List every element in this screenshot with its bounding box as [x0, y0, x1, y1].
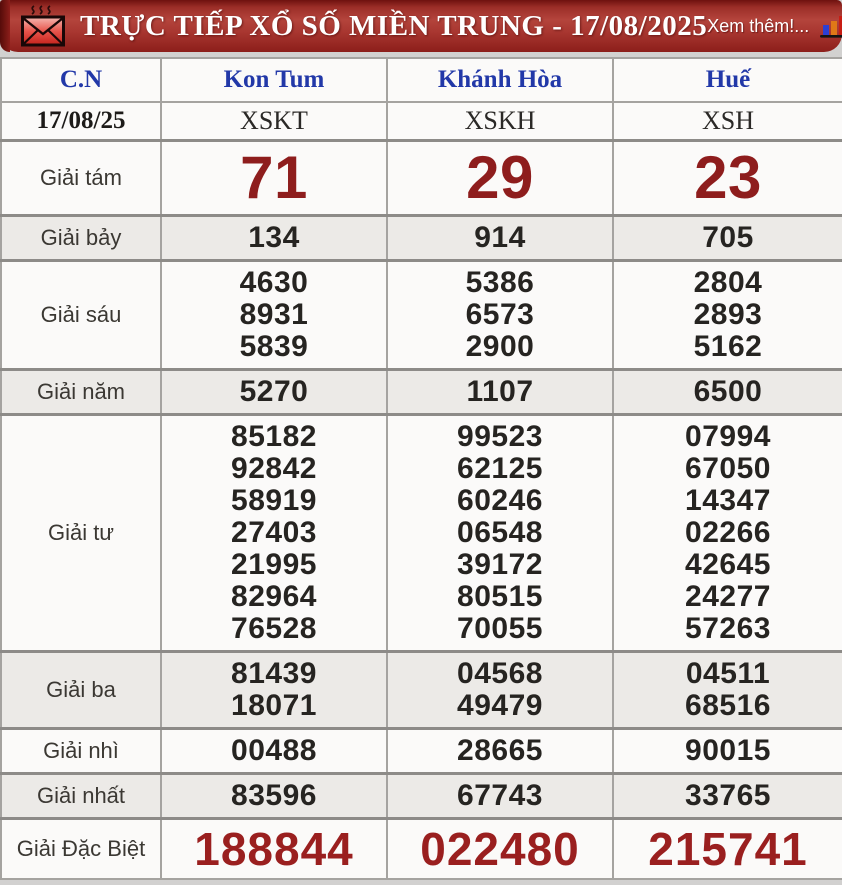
column-header-row	[1, 58, 842, 102]
prize-numbers-cell	[613, 818, 842, 879]
prize-numbers-cell	[387, 651, 613, 728]
bar-chart-icon[interactable]	[819, 13, 842, 39]
prize-number: 82964	[231, 579, 317, 613]
prize-number: 705	[702, 220, 754, 254]
station-code-xskt: XSKT	[161, 102, 387, 140]
prize-number: 33765	[685, 778, 771, 812]
prize-number: 14347	[685, 483, 771, 517]
see-more-link[interactable]: Xem thêm!...	[707, 15, 810, 36]
prize-numbers-cell	[613, 728, 842, 773]
prize-label: Giải nhì	[1, 728, 161, 773]
prize-row	[1, 215, 842, 260]
prize-number: 5270	[239, 374, 309, 408]
prize-number: 914	[474, 220, 526, 254]
prize-label: Giải nhất	[1, 773, 161, 818]
prize-number: 04568	[457, 656, 543, 690]
prize-number: 188844	[194, 822, 354, 875]
prize-label: Giải sáu	[1, 260, 161, 369]
draw-date: 17/08/25	[1, 102, 161, 140]
prize-number: 71	[240, 143, 308, 211]
column-header-khanhhoa[interactable]: Khánh Hòa	[387, 58, 613, 102]
prize-numbers-cell	[387, 140, 613, 215]
prize-numbers-cell	[613, 651, 842, 728]
mail-icon	[20, 4, 66, 48]
prize-numbers-cell	[387, 414, 613, 651]
prize-numbers-cell	[387, 728, 613, 773]
prize-number: 4630	[239, 265, 309, 299]
column-header-kontum[interactable]: Kon Tum	[161, 58, 387, 102]
prize-label: Giải tư	[1, 414, 161, 651]
prize-number: 2804	[693, 265, 763, 299]
prize-number: 81439	[231, 656, 317, 690]
prize-number: 62125	[457, 451, 543, 485]
prize-row	[1, 369, 842, 414]
prize-row	[1, 140, 842, 215]
prize-numbers-cell	[613, 773, 842, 818]
prize-numbers-cell	[387, 369, 613, 414]
prize-number: 90015	[685, 733, 771, 767]
prize-number: 70055	[457, 611, 543, 645]
prize-number: 8931	[239, 297, 309, 331]
prize-number: 23	[694, 143, 762, 211]
station-code-xsh: XSH	[613, 102, 842, 140]
prize-numbers-cell	[161, 140, 387, 215]
prize-numbers-cell	[161, 215, 387, 260]
prize-number: 67743	[457, 778, 543, 812]
prize-label: Giải tám	[1, 140, 161, 215]
prize-numbers-cell	[161, 728, 387, 773]
prize-row	[1, 728, 842, 773]
prize-number: 134	[248, 220, 300, 254]
prize-number: 27403	[231, 515, 317, 549]
prize-number: 42645	[685, 547, 771, 581]
prize-number: 6500	[693, 374, 763, 408]
prize-number: 06548	[457, 515, 543, 549]
prize-numbers-cell	[387, 260, 613, 369]
prize-number: 21995	[231, 547, 317, 581]
prize-number: 02266	[685, 515, 771, 549]
prize-number: 76528	[231, 611, 317, 645]
prize-number: 58919	[231, 483, 317, 517]
prize-number: 49479	[457, 688, 543, 722]
prize-label: Giải bảy	[1, 215, 161, 260]
prize-number: 24277	[685, 579, 771, 613]
prize-number: 92842	[231, 451, 317, 485]
prize-number: 18071	[231, 688, 317, 722]
prize-number: 1107	[466, 374, 534, 408]
prize-row	[1, 260, 842, 369]
prize-number: 29	[466, 143, 534, 211]
results-body	[1, 140, 842, 879]
prize-number: 85182	[231, 419, 317, 453]
prize-numbers-cell	[161, 369, 387, 414]
column-header-cn: C.N	[1, 58, 161, 102]
prize-numbers-cell	[613, 369, 842, 414]
page-title: TRỰC TIẾP XỔ SỐ MIỀN TRUNG - 17/08/2025	[80, 9, 708, 42]
prize-numbers-cell	[613, 414, 842, 651]
prize-label: Giải năm	[1, 369, 161, 414]
prize-numbers-cell	[161, 773, 387, 818]
lottery-results-table	[0, 57, 842, 880]
prize-number: 07994	[685, 419, 771, 453]
prize-number: 022480	[420, 822, 580, 875]
prize-number: 6573	[465, 297, 535, 331]
prize-number: 5839	[239, 329, 309, 363]
prize-number: 67050	[685, 451, 771, 485]
prize-number: 2900	[465, 329, 535, 363]
date-row	[1, 102, 842, 140]
header-bar	[0, 0, 842, 52]
prize-numbers-cell	[161, 260, 387, 369]
prize-number: 04511	[685, 656, 771, 690]
column-header-hue[interactable]: Huế	[613, 58, 842, 102]
prize-numbers-cell	[161, 818, 387, 879]
prize-number: 215741	[648, 822, 808, 875]
station-code-xskh: XSKH	[387, 102, 613, 140]
prize-number: 39172	[457, 547, 543, 581]
prize-number: 57263	[685, 611, 771, 645]
prize-number: 5162	[693, 329, 763, 363]
prize-number: 68516	[685, 688, 771, 722]
prize-label: Giải Đặc Biệt	[1, 818, 161, 879]
prize-number: 5386	[465, 265, 535, 299]
prize-row	[1, 414, 842, 651]
prize-numbers-cell	[613, 215, 842, 260]
prize-numbers-cell	[613, 140, 842, 215]
prize-number: 83596	[231, 778, 317, 812]
prize-numbers-cell	[161, 414, 387, 651]
prize-numbers-cell	[387, 818, 613, 879]
prize-number: 2893	[693, 297, 763, 331]
prize-numbers-cell	[161, 651, 387, 728]
prize-numbers-cell	[387, 215, 613, 260]
prize-row	[1, 773, 842, 818]
prize-row	[1, 651, 842, 728]
prize-number: 99523	[457, 419, 543, 453]
prize-numbers-cell	[613, 260, 842, 369]
prize-label: Giải ba	[1, 651, 161, 728]
prize-row	[1, 818, 842, 879]
prize-number: 00488	[231, 733, 317, 767]
prize-number: 28665	[457, 733, 543, 767]
prize-number: 80515	[457, 579, 543, 613]
prize-number: 60246	[457, 483, 543, 517]
prize-numbers-cell	[387, 773, 613, 818]
